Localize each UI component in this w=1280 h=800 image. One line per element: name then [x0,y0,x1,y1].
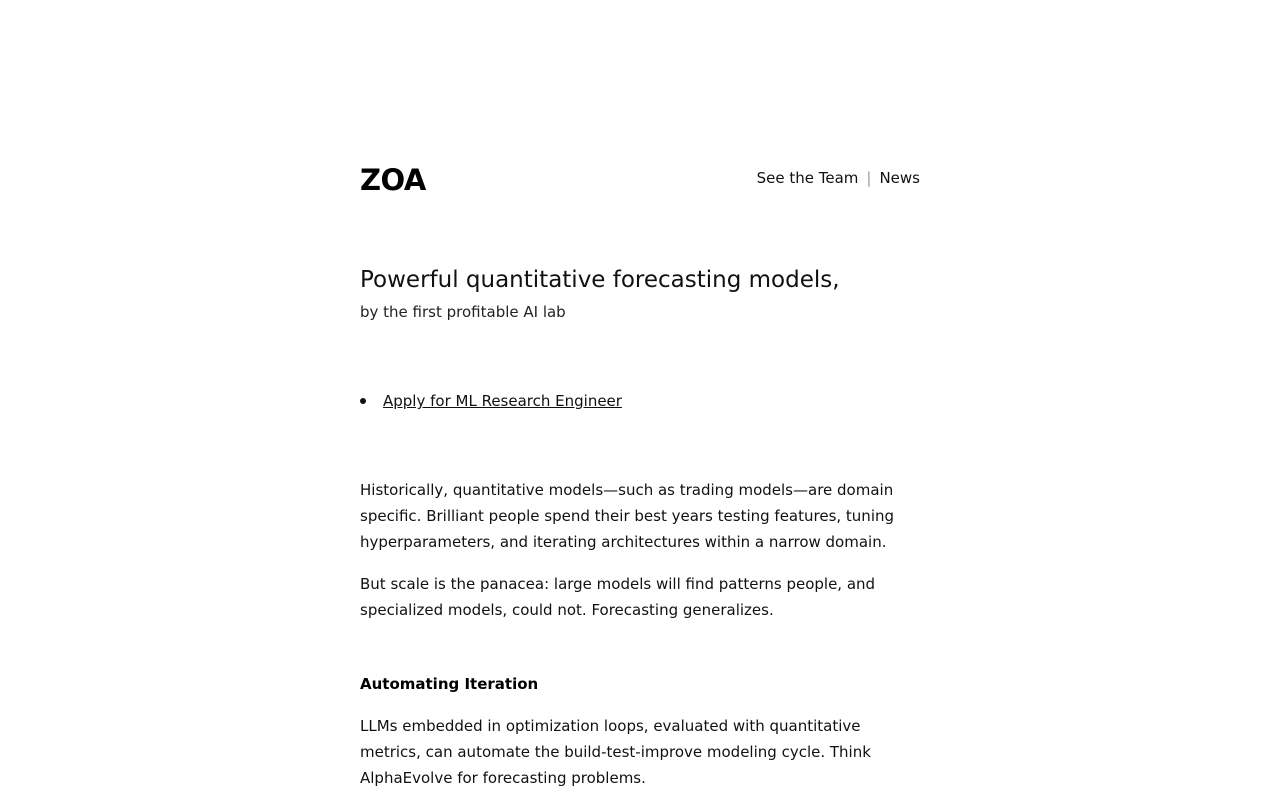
nav-separator: | [866,169,872,187]
scale-paragraph: But scale is the panacea: large models will find patterns people, and specialized models, could not. Forecasting generalizes. [360,575,876,619]
bullet-icon [360,398,366,404]
list-item [360,389,622,413]
job-list [360,389,622,413]
intro-paragraph: Historically, quantitative models—such as trading models—are domain specific. Brilliant people spend their best years testing features, tuning hyperparameters, and iterating architectures within a narrow domain. [360,481,895,551]
nav-link-see-the-team[interactable]: See the Team [756,169,859,187]
top-nav [757,168,920,188]
hero-subtitle: by the first profitable AI lab [360,303,566,321]
section-heading-automating-iteration: Automating Iteration [360,675,539,693]
site-logo[interactable]: ZOA [360,163,426,197]
automating-paragraph: LLMs embedded in optimization loops, evaluated with quantitative metrics, can automate the build-test-improve modeling cycle. Think AlphaEvolve for forecasting problems. [360,717,871,787]
site-header [360,162,920,198]
apply-ml-research-engineer-link[interactable]: Apply for ML Research Engineer [383,392,622,410]
hero-title: Powerful quantitative forecasting models, [360,267,840,293]
nav-link-news[interactable]: News [879,169,920,187]
